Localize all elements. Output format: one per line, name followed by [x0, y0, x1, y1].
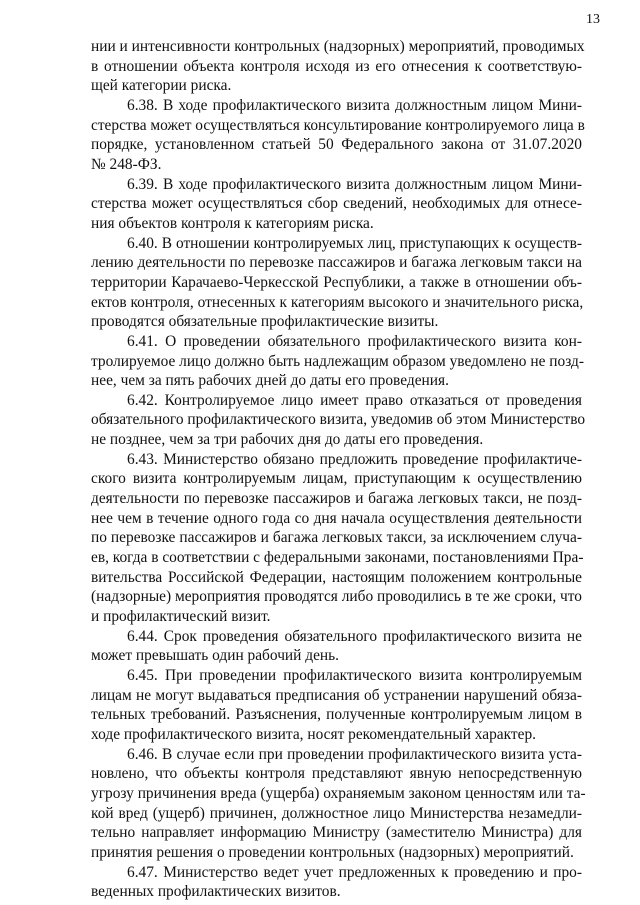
text-line: тельных требований. Разъяснения, полученные контролируемым лицом в — [91, 706, 582, 724]
text-line: 6.45. При проведении профилактического визита контролируемым — [127, 667, 582, 684]
text-line: ев, когда в соответствии с федеральными законами, постановлениями Пра- — [91, 549, 584, 567]
text-line: 6.44. Срок проведения обязательного профилактического визита не — [127, 627, 582, 645]
text-line: по перевозке пассажиров и багажа легковых такси, за исключением случа- — [91, 529, 582, 547]
paragraph — [91, 627, 582, 666]
text-line: ния объектов контроля к категориям риска. — [91, 214, 374, 232]
text-line: стерства может осуществляться консультирование контролируемого лица в — [91, 116, 585, 134]
text-line: в отношении объекта контроля исходя из его отнесения к соответствую- — [91, 57, 582, 75]
paragraph — [91, 391, 586, 450]
paragraph — [91, 175, 582, 234]
text-line: ского визита контролируемым лицам, приступающим к осуществлению — [91, 470, 582, 488]
paragraph — [91, 745, 586, 863]
text-line: стерства может осуществляться сбор сведений, необходимых для отнесе- — [91, 195, 582, 213]
paragraph — [91, 332, 582, 391]
text-line: нее, чем за пять рабочих дней до даты его проведения. — [91, 372, 449, 390]
page-number: 13 — [586, 12, 600, 27]
text-line: и профилактический визит. — [91, 608, 271, 626]
text-line: лению деятельности по перевозке пассажиров и багажа легковым такси на — [91, 254, 582, 272]
paragraph — [91, 37, 585, 96]
text-line: тролируемое лицо должно быть надлежащим образом уведомлено не позд- — [91, 352, 584, 370]
text-line: новлено, что объекты контроля представляют явную непосредственную — [91, 765, 582, 783]
paragraph — [91, 96, 585, 175]
text-line: лицам не могут выдаваться предписания об устранении нарушений обяза- — [91, 686, 582, 704]
text-line: деятельности по перевозке пассажиров и багажа легковых такси, не позд- — [91, 490, 582, 508]
paragraph — [91, 863, 582, 902]
text-line: вительства Российской Федерации, настоящим положением контрольные — [91, 568, 582, 586]
paragraph — [91, 450, 582, 627]
text-line: не позднее, чем за три рабочих дня до даты его проведения. — [91, 431, 484, 449]
text-line: порядке, установленном статьей 50 Федерального закона от 31.07.2020 — [91, 136, 582, 154]
text-line: 6.40. В отношении контролируемых лиц, приступающих к осуществ- — [127, 234, 582, 252]
text-line: № 248-ФЗ. — [91, 155, 162, 173]
text-line: веденных профилактических визитов. — [91, 883, 341, 901]
text-line: 6.41. О проведении обязательного профилактического визита кон- — [127, 332, 582, 350]
text-line: ектов контроля, отнесенных к категориям высокого и значительного риска, — [91, 293, 584, 311]
text-line: 6.43. Министерство обязано предложить проведение профилактиче- — [127, 450, 582, 468]
text-line: нии и интенсивности контрольных (надзорных) мероприятий, проводимых — [91, 38, 585, 55]
text-line: ходе профилактического визита, носят рекомендательный характер. — [91, 725, 536, 743]
text-line: (надзорные) мероприятия проводятся либо проводились в те же сроки, что — [91, 588, 582, 606]
text-line: 6.39. В ходе профилактического визита должностным лицом Мини- — [127, 175, 582, 193]
text-line: может превышать один рабочий день. — [91, 647, 340, 665]
text-line: тельно направляет информацию Министру (заместителю Министра) для — [91, 824, 582, 842]
text-line: территории Карачаево-Черкесской Республики, а также в отношении объ- — [91, 273, 582, 291]
paragraph — [91, 234, 582, 332]
document-body — [91, 37, 586, 902]
paragraph — [91, 666, 582, 745]
text-line: принятия решения о проведении контрольных (надзорных) мероприятий. — [91, 843, 574, 861]
text-line: обязательного профилактического визита, уведомив об этом Министерство — [91, 411, 586, 429]
text-line: 6.38. В ходе профилактического визита должностным лицом Мини- — [127, 96, 582, 114]
text-line: щей категории риска. — [91, 77, 232, 95]
text-line: угрозу причинения вреда (ущерба) охраняемым законом ценностям или та- — [91, 784, 586, 802]
text-line: 6.42. Контролируемое лицо имеет право отказаться от проведения — [127, 391, 582, 409]
text-line: кой вред (ущерб) причинен, должностное лицо Министерства незамедли- — [91, 804, 582, 822]
text-line: 6.47. Министерство ведет учет предложенных к проведению и про- — [127, 863, 582, 881]
text-line: нее чем в течение одного года со дня начала осуществления деятельности — [91, 509, 582, 527]
text-line: проводятся обязательные профилактические визиты. — [91, 313, 439, 331]
text-line: 6.46. В случае если при проведении профилактического визита уста- — [127, 745, 582, 763]
